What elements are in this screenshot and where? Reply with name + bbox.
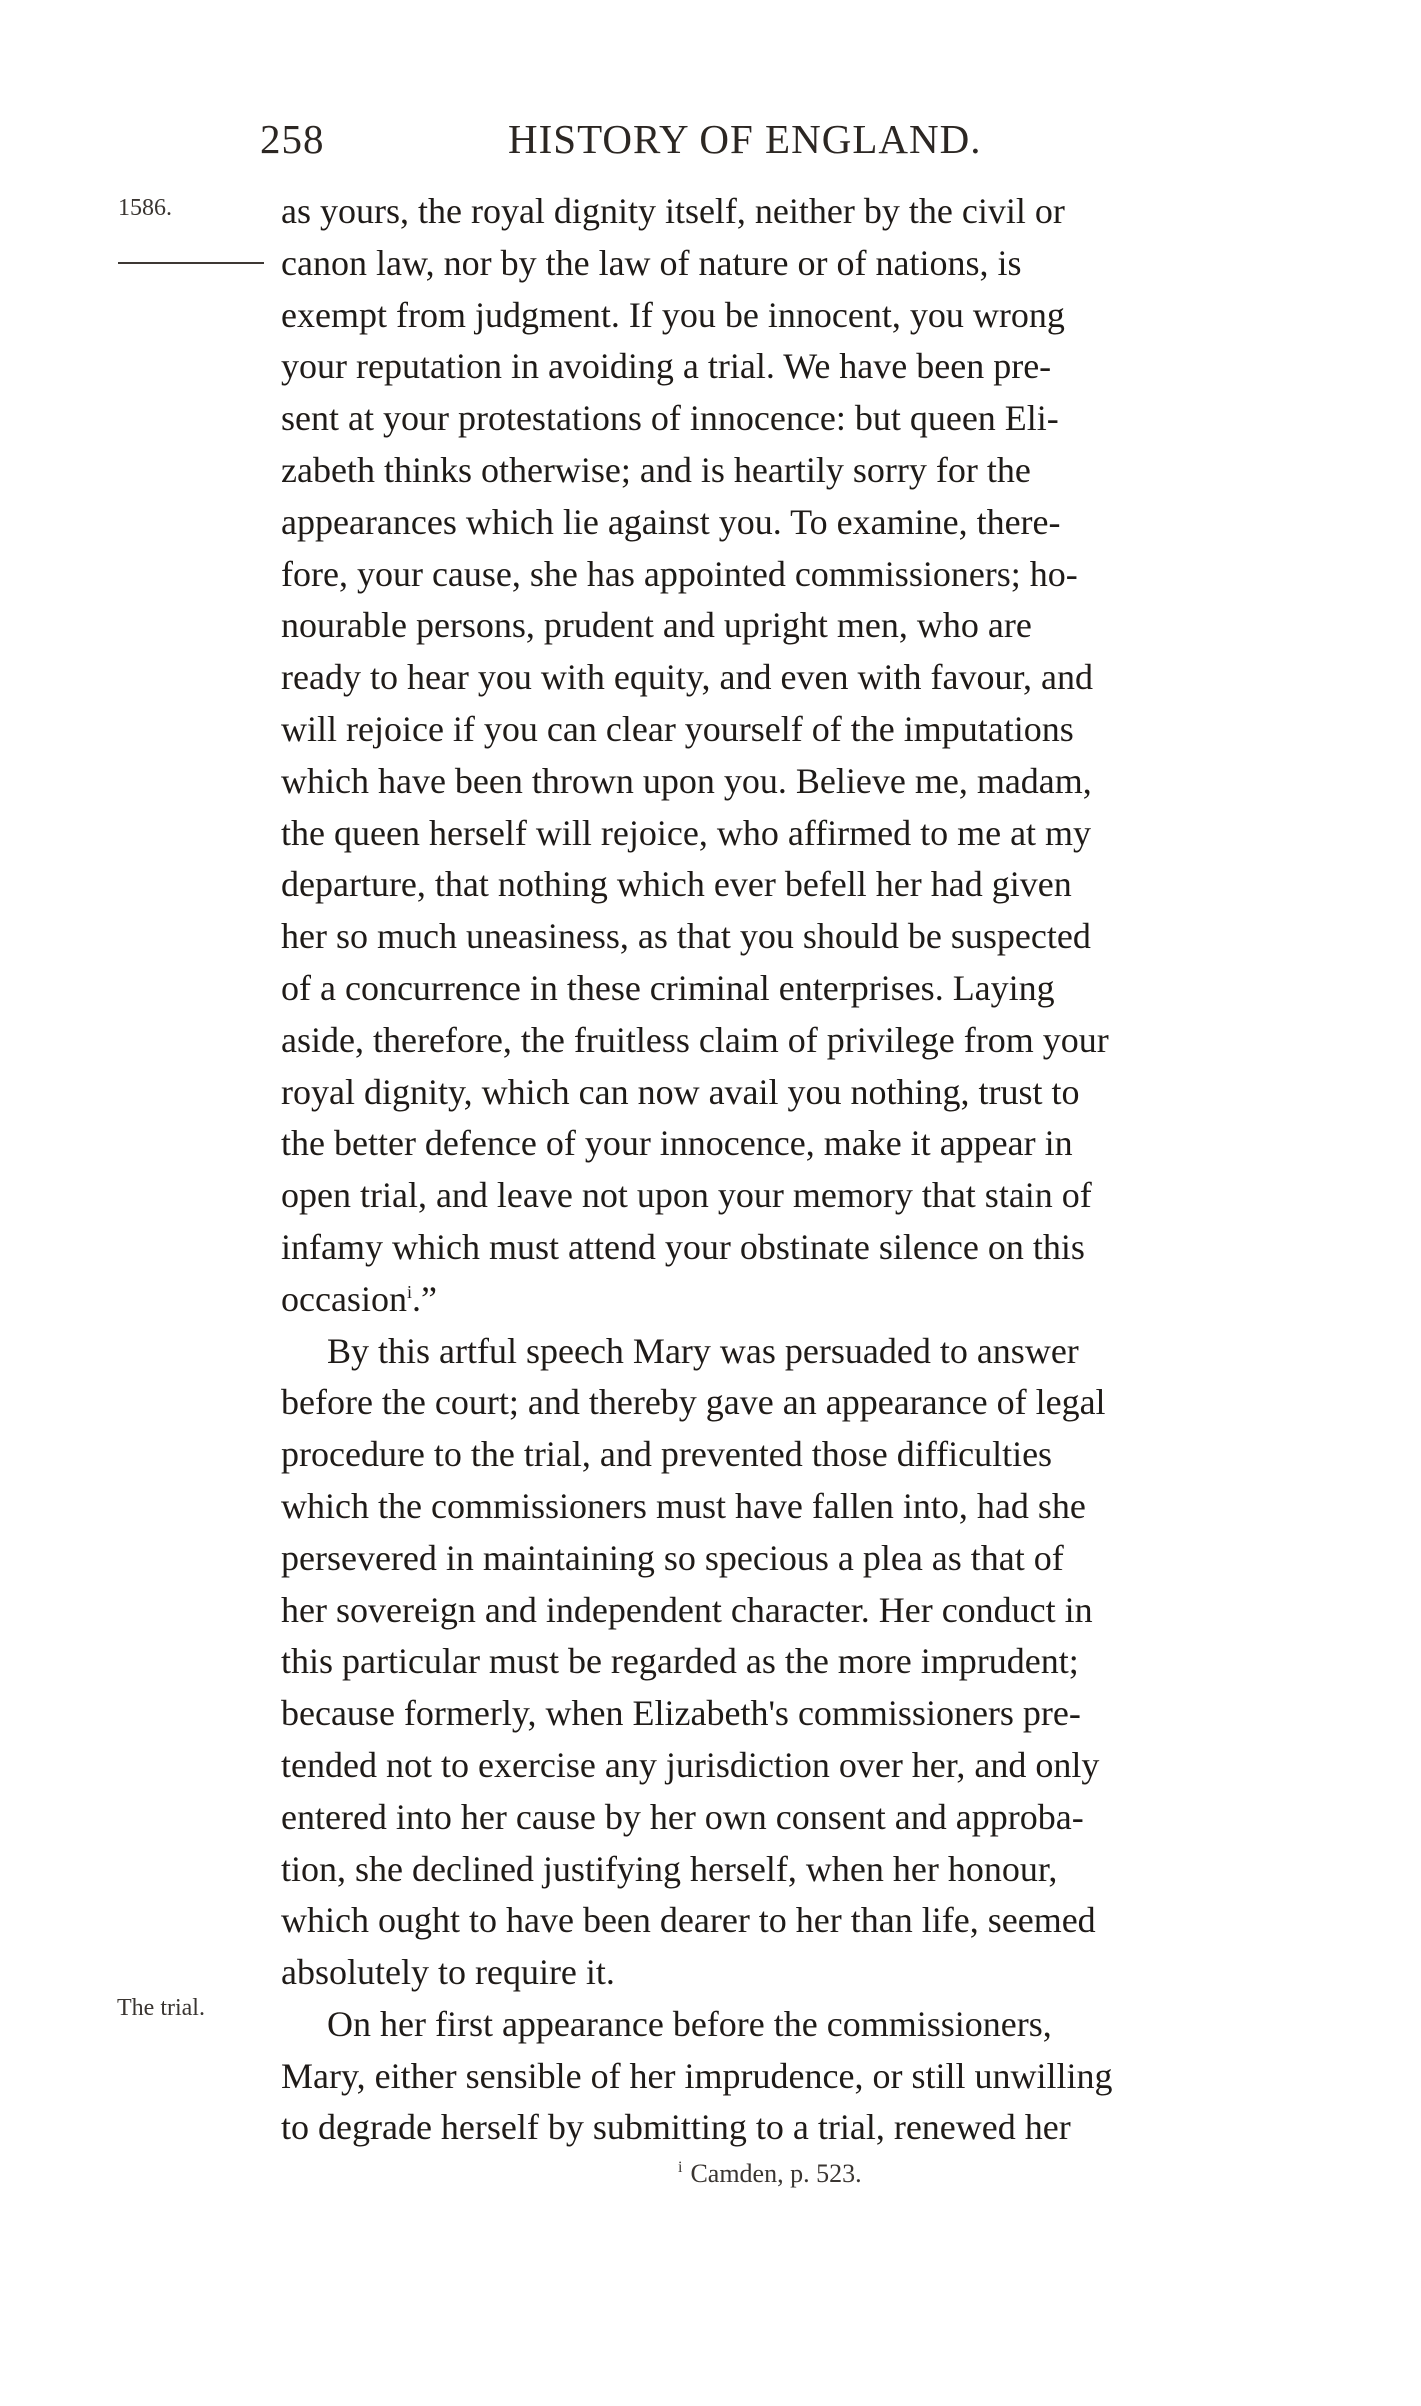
text-line: absolutely to require it. xyxy=(281,1952,615,1993)
text-line-occasion xyxy=(281,1274,1331,1326)
paragraph-start-line: On her first appearance before the commissioners, xyxy=(327,2003,1052,2044)
text-line: entered into her cause by her own consent and approba- xyxy=(281,1796,1084,1837)
text-line: canon law, nor by the law of nature or of nations, is xyxy=(281,242,1022,283)
text-line: royal dignity, which can now avail you nothing, trust to xyxy=(281,1071,1080,1112)
text-line: procedure to the trial, and prevented those difficulties xyxy=(281,1434,1053,1475)
text-line: your reputation in avoiding a trial. We have been pre- xyxy=(281,346,1052,387)
footnote-reference-marker: i xyxy=(406,1281,412,1302)
text-line: as yours, the royal dignity itself, neither by the civil or xyxy=(281,191,1065,231)
text-line: open trial, and leave not upon your memory that stain of xyxy=(281,1175,1092,1216)
text-line: before the court; and thereby gave an appearance of legal xyxy=(281,1382,1106,1423)
text-line: this particular must be regarded as the more imprudent; xyxy=(281,1641,1079,1682)
text-line: aside, therefore, the fruitless claim of privilege from your xyxy=(281,1019,1109,1060)
text-line: of a concurrence in these criminal enterprises. Laying xyxy=(281,967,1055,1008)
text-line: nourable persons, prudent and upright men, who are xyxy=(281,605,1032,646)
text-line: tion, she declined justifying herself, when her honour, xyxy=(281,1848,1058,1889)
text-line: sent at your protestations of innocence: but queen Eli- xyxy=(281,398,1059,439)
text-line: which the commissioners must have fallen into, had she xyxy=(281,1485,1086,1526)
footnote-marker: i xyxy=(678,2159,683,2177)
text-line: zabeth thinks otherwise; and is heartily sorry for the xyxy=(281,449,1031,490)
text-line: fore, your cause, she has appointed commissioners; ho- xyxy=(281,553,1078,594)
closing-quote: .” xyxy=(411,1278,437,1319)
text-line: the better defence of your innocence, make it appear in xyxy=(281,1123,1073,1164)
margin-rule xyxy=(118,262,264,264)
footnote-text: Camden, p. 523. xyxy=(690,2159,862,2188)
text-line: to degrade herself by submitting to a trial, renewed her xyxy=(281,2107,1071,2148)
text-line: her sovereign and independent character. Her conduct in xyxy=(281,1589,1093,1630)
text-line: departure, that nothing which ever befell her had given xyxy=(281,864,1072,905)
text-line: her so much uneasiness, as that you should be suspected xyxy=(281,916,1091,957)
text-line: because formerly, when Elizabeth's commissioners pre- xyxy=(281,1693,1081,1734)
body-text xyxy=(281,186,1331,2154)
margin-year: 1586. xyxy=(118,195,172,221)
page-number: 258 xyxy=(260,116,325,162)
text-line: which ought to have been dearer to her than life, seemed xyxy=(281,1900,1096,1941)
side-note-the-trial: The trial. xyxy=(117,1995,205,2021)
text-line: Mary, either sensible of her imprudence, or still unwilling xyxy=(281,2055,1113,2096)
occasion-word: occasion xyxy=(281,1278,407,1319)
paragraph-start-line: By this artful speech Mary was persuaded to answer xyxy=(327,1330,1079,1371)
text-line: will rejoice if you can clear yourself of the imputations xyxy=(281,708,1074,749)
footnote xyxy=(678,2158,862,2190)
text-line: appearances which lie against you. To examine, there- xyxy=(281,501,1061,542)
text-line: tended not to exercise any jurisdiction over her, and only xyxy=(281,1744,1100,1785)
text-line: which have been thrown upon you. Believe me, madam, xyxy=(281,760,1092,801)
text-line: exempt from judgment. If you be innocent, you wrong xyxy=(281,294,1065,335)
running-head: HISTORY OF ENGLAND. xyxy=(508,116,982,162)
text-line: infamy which must attend your obstinate silence on this xyxy=(281,1226,1085,1267)
text-line: persevered in maintaining so specious a plea as that of xyxy=(281,1537,1064,1578)
text-line: ready to hear you with equity, and even with favour, and xyxy=(281,657,1093,698)
text-line: the queen herself will rejoice, who affirmed to me at my xyxy=(281,812,1092,853)
page-header xyxy=(260,116,1100,162)
